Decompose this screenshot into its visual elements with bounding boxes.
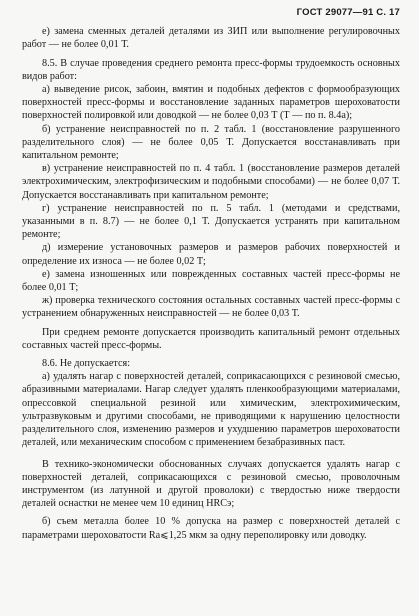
paragraph-8-5-zh: ж) проверка технического состояния остальных составных частей пресс-формы с устранением обнаруженных неисправностей — не более 0,03 Т. (22, 295, 400, 320)
paragraph-8-6: 8.6. Не допускается: (42, 358, 131, 370)
paragraph-8-5: 8.5. В случае проведения среднего ремонта пресс-формы трудоемкость основных видов работ: (22, 57, 400, 82)
paragraph-e-replacement: е) замена сменных деталей деталями из ЗИП или выполнение регулировочных работ — не более 0,01 Т. (22, 26, 400, 51)
paragraph-8-5-e: е) замена изношенных или поврежденных составных частей пресс-формы не более 0,01 Т; (22, 268, 400, 294)
page-header: ГОСТ 29077—91 С. 17 (296, 7, 400, 18)
paragraph-8-5-v: в) устранение неисправностей по п. 4 табл. 1 (восстановление размеров деталей электрохимическим, электрофизическим и подобными способами) — не более 0,07 Т. Допускается восстанавливать при капитальном ремонте; (22, 163, 400, 201)
paragraph-8-5-b: б) устранение неисправностей по п. 2 табл. 1 (восстановление разрушенного разделительного слоя) — не более 0,05 Т. Допускается восстанавливать при капитальном ремонте; (22, 123, 400, 162)
paragraph-8-5-a: а) выведение рисок, забоин, вмятин и подобных дефектов с формообразующих поверхностей пресс-формы и восстановление заданных параметров шероховатости поверхностей полировкой или доводкой — не более 0,03 Т (Т — по п. 8.4а); (22, 84, 400, 122)
paragraph-medium-repair-note: При среднем ремонте допускается производить капитальный ремонт отдельных составных частей пресс-формы. (22, 326, 400, 351)
paragraph-8-6-b: б) съем металла более 10 % допуска на размер с поверхностей деталей с параметрами шероховатости Ra⩽1,25 мкм за одну переполировку или доводку. (22, 516, 400, 541)
paragraph-8-6-a: а) удалять нагар с поверхностей деталей, соприкасающихся с резиновой смесью, абразивными материалами. Нагар следует удалять пленкообразующими материалами, опрессовкой специальной резиной или химическим, электрохимическим, ультразвуковым и другими способами, не приводящими к нарушению целостности разделительного слоя, изменению размеров и ухудшению параметров шероховатости деталей, или механическим способом с применением безабразивных паст. (22, 371, 400, 449)
paragraph-8-5-g: г) устранение неисправностей по п. 5 табл. 1 (методами и средствами, указанными в п. 8.7) — не более 0,1 Т. Допускается устранять при капитальном ремонте; (22, 202, 400, 241)
paragraph-8-5-d: д) измерение установочных размеров и размеров рабочих поверхностей и определение их износа — не более 0,02 Т; (22, 242, 400, 267)
document-page (22, 6, 400, 542)
paragraph-technical-economic: В технико-экономически обоснованных случаях допускается удалять нагар с поверхностей деталей, соприкасающихся с резиновой смесью, проволочным инструментом (из латунной и другой проволоки) с твердостью ниже твердости деталей оснастки не менее чем 10 единиц HRCэ; (22, 458, 400, 510)
